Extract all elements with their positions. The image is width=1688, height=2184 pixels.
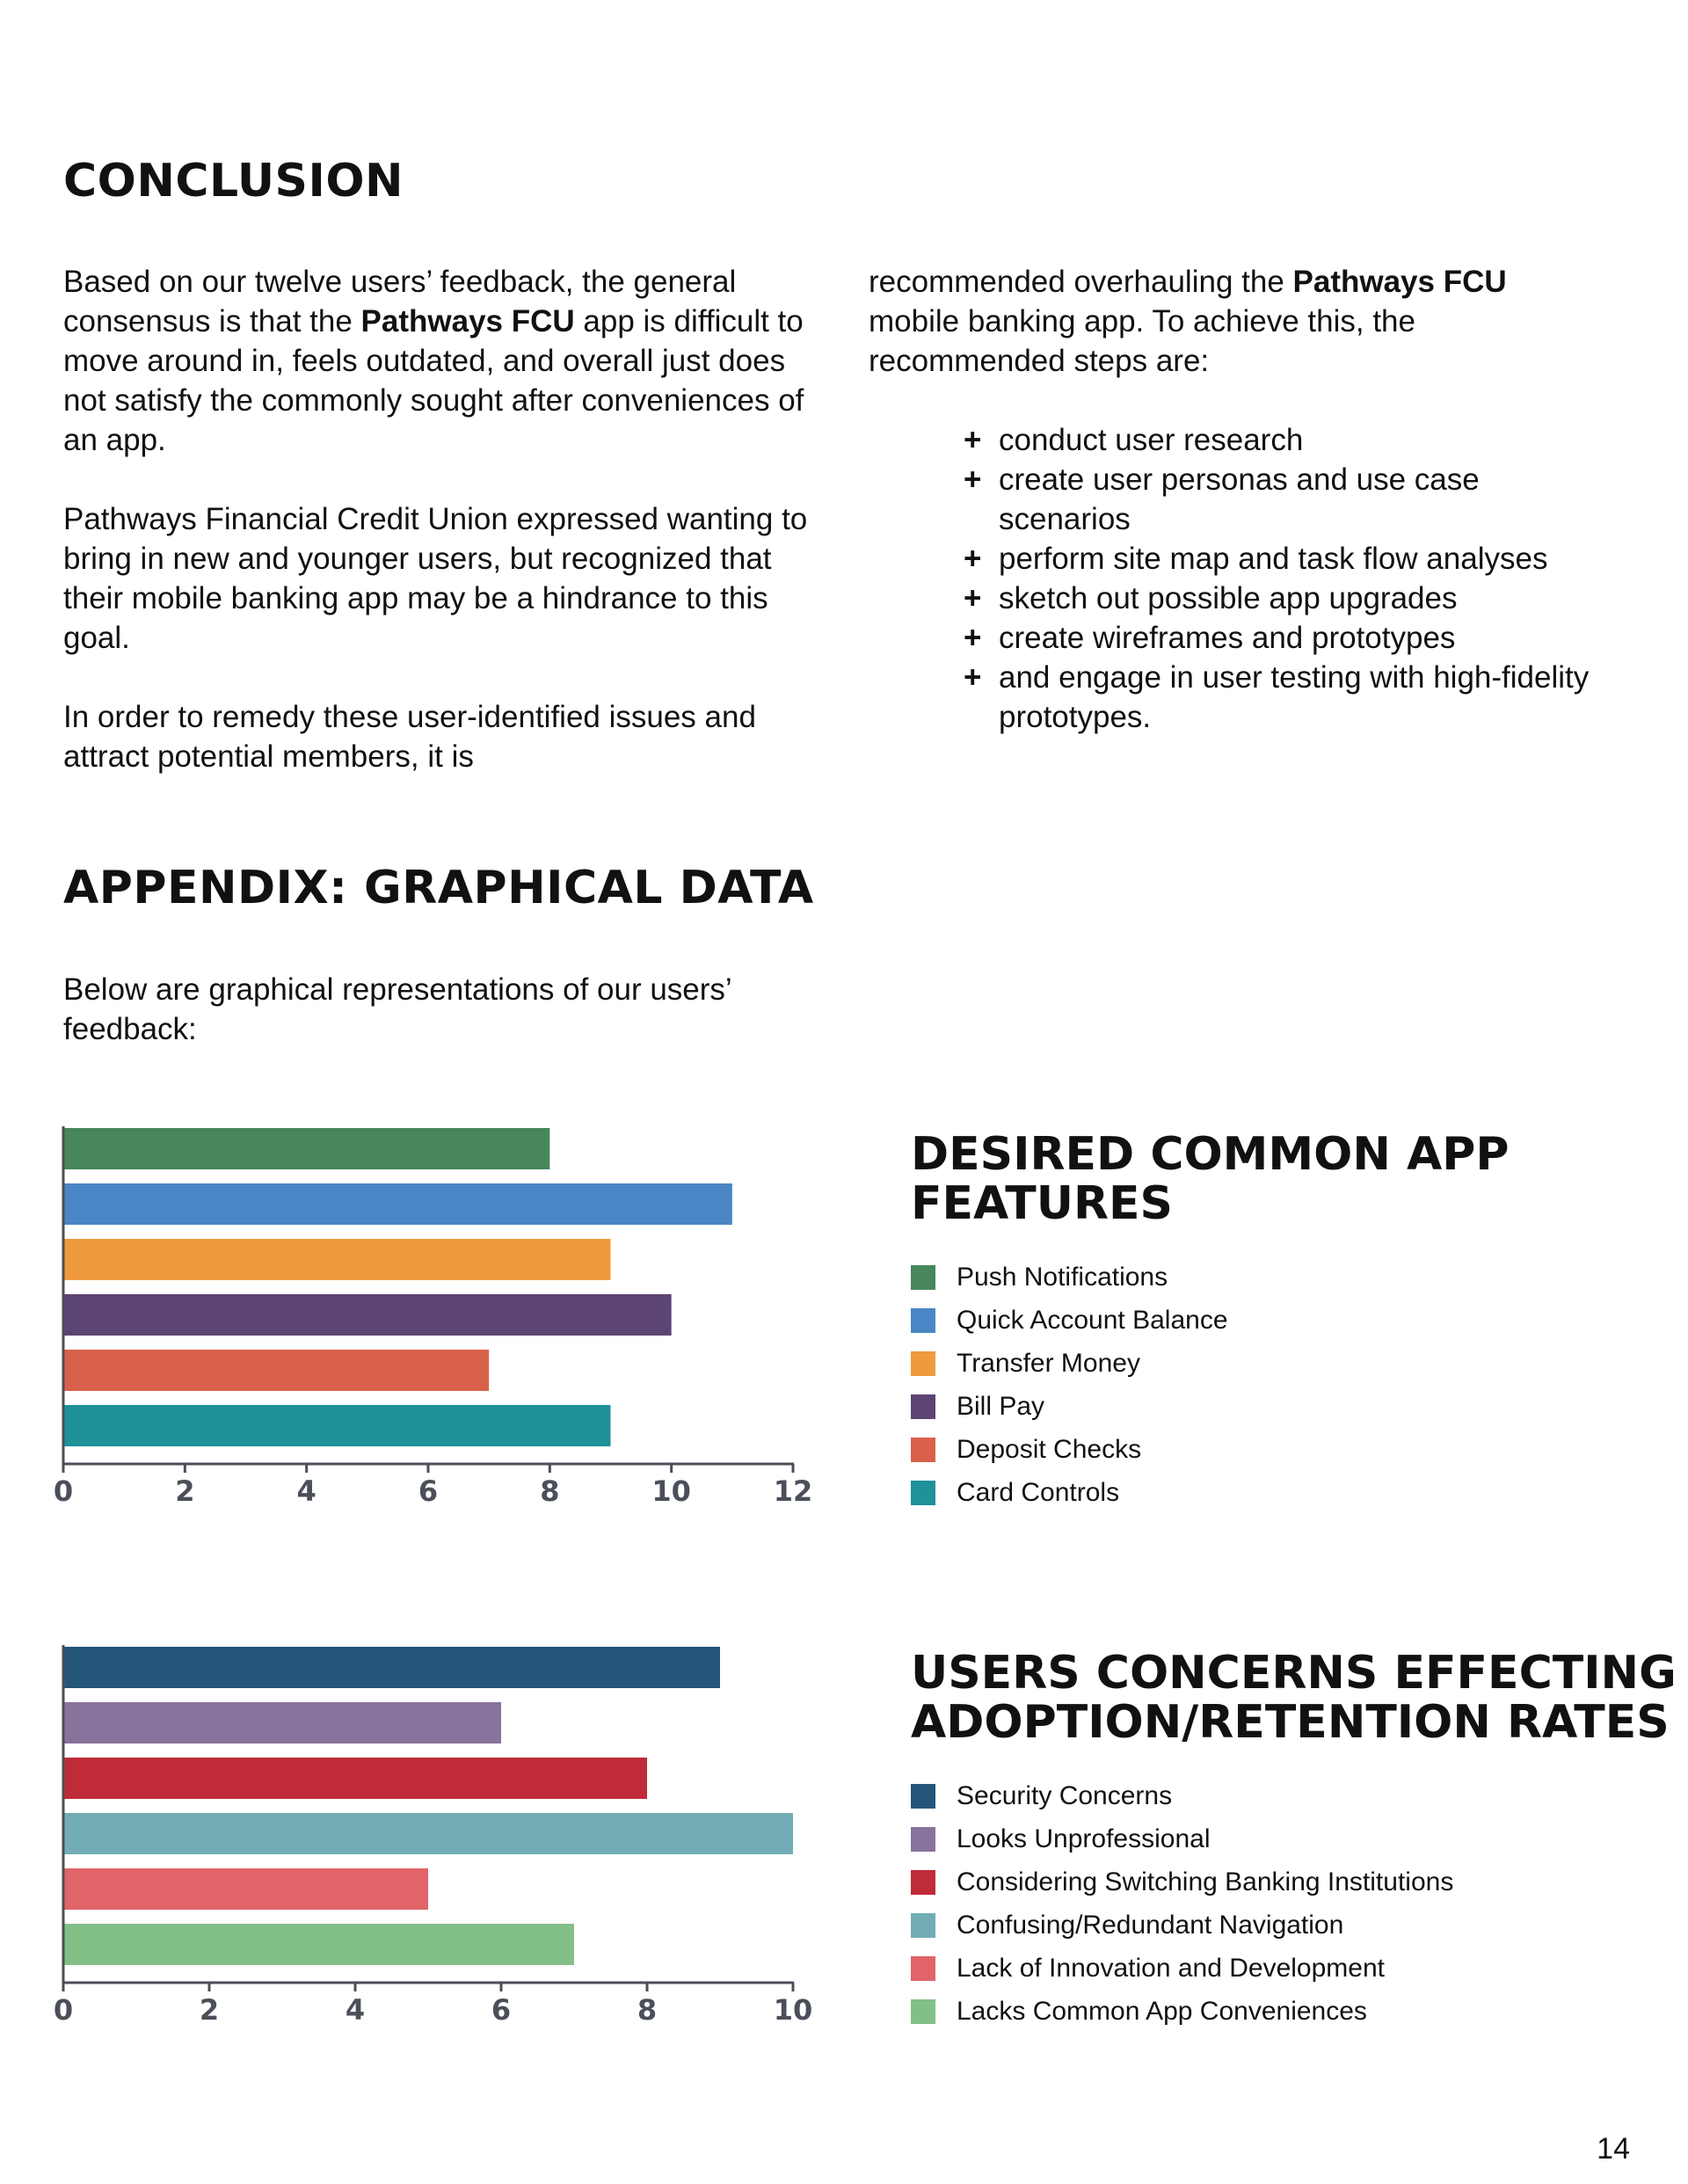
x-tick-label: 12 [773, 1474, 813, 1508]
chart-legend [911, 1774, 1684, 2033]
step-item: + create user personas and use case scenarios [964, 460, 1605, 539]
conclusion-column-right [869, 262, 1625, 737]
legend-label: Transfer Money [957, 1348, 1140, 1378]
user-concerns-panel [911, 1649, 1684, 2033]
text-run: app is difficult to move around in, feels outdated, and overall just does not satisfy the commonly sought after conveniences of an app. [63, 304, 804, 457]
legend-swatch [911, 1351, 935, 1376]
bar-quick-account-balance [64, 1183, 732, 1225]
bar-bill-pay [64, 1294, 672, 1336]
legend-item [911, 1256, 1667, 1299]
x-tick-label: 10 [773, 1993, 813, 2027]
x-tick-label: 4 [296, 1474, 316, 1508]
x-tick-label: 6 [491, 1993, 512, 2027]
step-item: + create wireframes and prototypes [964, 618, 1605, 658]
legend-label: Confusing/Redundant Navigation [957, 1910, 1344, 1940]
legend-item [911, 1471, 1667, 1514]
conclusion-paragraph-3: In order to remedy these user-identified issues and attract potential members, it is [63, 700, 756, 774]
x-tick-label: 2 [199, 1993, 220, 2027]
legend-swatch [911, 1394, 935, 1419]
brand-name: Pathways FCU [1292, 265, 1507, 299]
step-item: + and engage in user testing with high-fidelity prototypes. [964, 658, 1605, 737]
legend-label: Looks Unprofessional [957, 1824, 1211, 1853]
legend-item [911, 1774, 1684, 1817]
x-tick-label: 2 [175, 1474, 195, 1508]
x-tick-label: 6 [418, 1474, 439, 1508]
legend-label: Deposit Checks [957, 1434, 1142, 1464]
legend-swatch [911, 1999, 935, 2024]
legend-item [911, 1990, 1684, 2033]
chart-title: USERS CONCERNS EFFECTING ADOPTION/RETENTION RATES [911, 1647, 1677, 1749]
recommended-steps-list [964, 420, 1605, 737]
step-item: + sketch out possible app upgrades [964, 579, 1605, 618]
bar-card-controls [64, 1405, 611, 1446]
legend-item [911, 1860, 1684, 1904]
legend-item [911, 1947, 1684, 1990]
text-run: Based on our twelve users’ feedback, the general consensus is that the [63, 265, 737, 339]
legend-swatch [911, 1308, 935, 1333]
legend-item [911, 1299, 1667, 1342]
plus-icon: + [964, 542, 982, 576]
legend-swatch [911, 1870, 935, 1895]
legend-swatch [911, 1438, 935, 1462]
legend-item [911, 1817, 1684, 1860]
bar-push-notifications [64, 1128, 549, 1169]
legend-swatch [911, 1913, 935, 1938]
bar-lack-of-innovation-and-development [64, 1868, 428, 1910]
plus-icon: + [964, 660, 982, 695]
bar-transfer-money [64, 1239, 611, 1280]
legend-label: Card Controls [957, 1477, 1120, 1507]
legend-label: Considering Switching Banking Institutions [957, 1867, 1454, 1896]
legend-label: Lack of Innovation and Development [957, 1953, 1385, 1983]
legend-swatch [911, 1265, 935, 1290]
x-tick-label: 8 [637, 1993, 658, 2027]
conclusion-column-left [63, 262, 819, 776]
user-concerns-chart [44, 1631, 835, 2035]
legend-swatch [911, 1784, 935, 1809]
brand-name: Pathways FCU [360, 304, 575, 339]
desired-features-panel [911, 1130, 1667, 1514]
plus-icon: + [964, 581, 982, 615]
legend-swatch [911, 1481, 935, 1505]
conclusion-paragraph-1 [63, 262, 819, 460]
plus-icon: + [964, 462, 982, 497]
appendix-intro: Below are graphical representations of our users’ feedback: [63, 972, 731, 1046]
x-tick-label: 0 [53, 1993, 74, 2027]
appendix-heading: APPENDIX: GRAPHICAL DATA [63, 862, 814, 914]
conclusion-heading: CONCLUSION [63, 155, 404, 207]
legend-label: Quick Account Balance [957, 1305, 1228, 1335]
legend-item [911, 1428, 1667, 1471]
x-tick-label: 8 [540, 1474, 560, 1508]
page-number: 14 [1597, 2132, 1630, 2166]
legend-label: Bill Pay [957, 1391, 1045, 1421]
conclusion-paragraph-2: Pathways Financial Credit Union expressed wanting to bring in new and younger users, but recognized that their mobile banking app may be a hindrance to this goal. [63, 502, 808, 655]
legend-swatch [911, 1956, 935, 1981]
legend-item [911, 1904, 1684, 1947]
legend-swatch [911, 1827, 935, 1852]
bar-looks-unprofessional [64, 1702, 501, 1744]
x-tick-label: 4 [345, 1993, 366, 2027]
bar-lacks-common-app-conveniences [64, 1924, 574, 1965]
plus-icon: + [964, 621, 982, 655]
bar-deposit-checks [64, 1350, 489, 1391]
chart-legend [911, 1256, 1667, 1514]
conclusion-paragraph-4 [869, 262, 1590, 381]
bar-security-concerns [64, 1647, 720, 1688]
chart-title: DESIRED COMMON APP FEATURES [911, 1128, 1510, 1230]
legend-label: Lacks Common App Conveniences [957, 1996, 1367, 2026]
plus-icon: + [964, 423, 982, 457]
desired-features-chart [44, 1112, 835, 1517]
step-item: + perform site map and task flow analyses [964, 539, 1605, 579]
legend-label: Security Concerns [957, 1780, 1173, 1810]
legend-label: Push Notifications [957, 1262, 1168, 1292]
legend-item [911, 1385, 1667, 1428]
bar-considering-switching-banking-institutions [64, 1758, 647, 1799]
bar-confusing-redundant-navigation [64, 1813, 793, 1854]
text-run: mobile banking app. To achieve this, the recommended steps are: [869, 304, 1415, 378]
step-item: + conduct user research [964, 420, 1605, 460]
legend-item [911, 1342, 1667, 1385]
x-tick-label: 10 [651, 1474, 691, 1508]
text-run: recommended overhauling the [869, 265, 1293, 299]
x-tick-label: 0 [53, 1474, 74, 1508]
